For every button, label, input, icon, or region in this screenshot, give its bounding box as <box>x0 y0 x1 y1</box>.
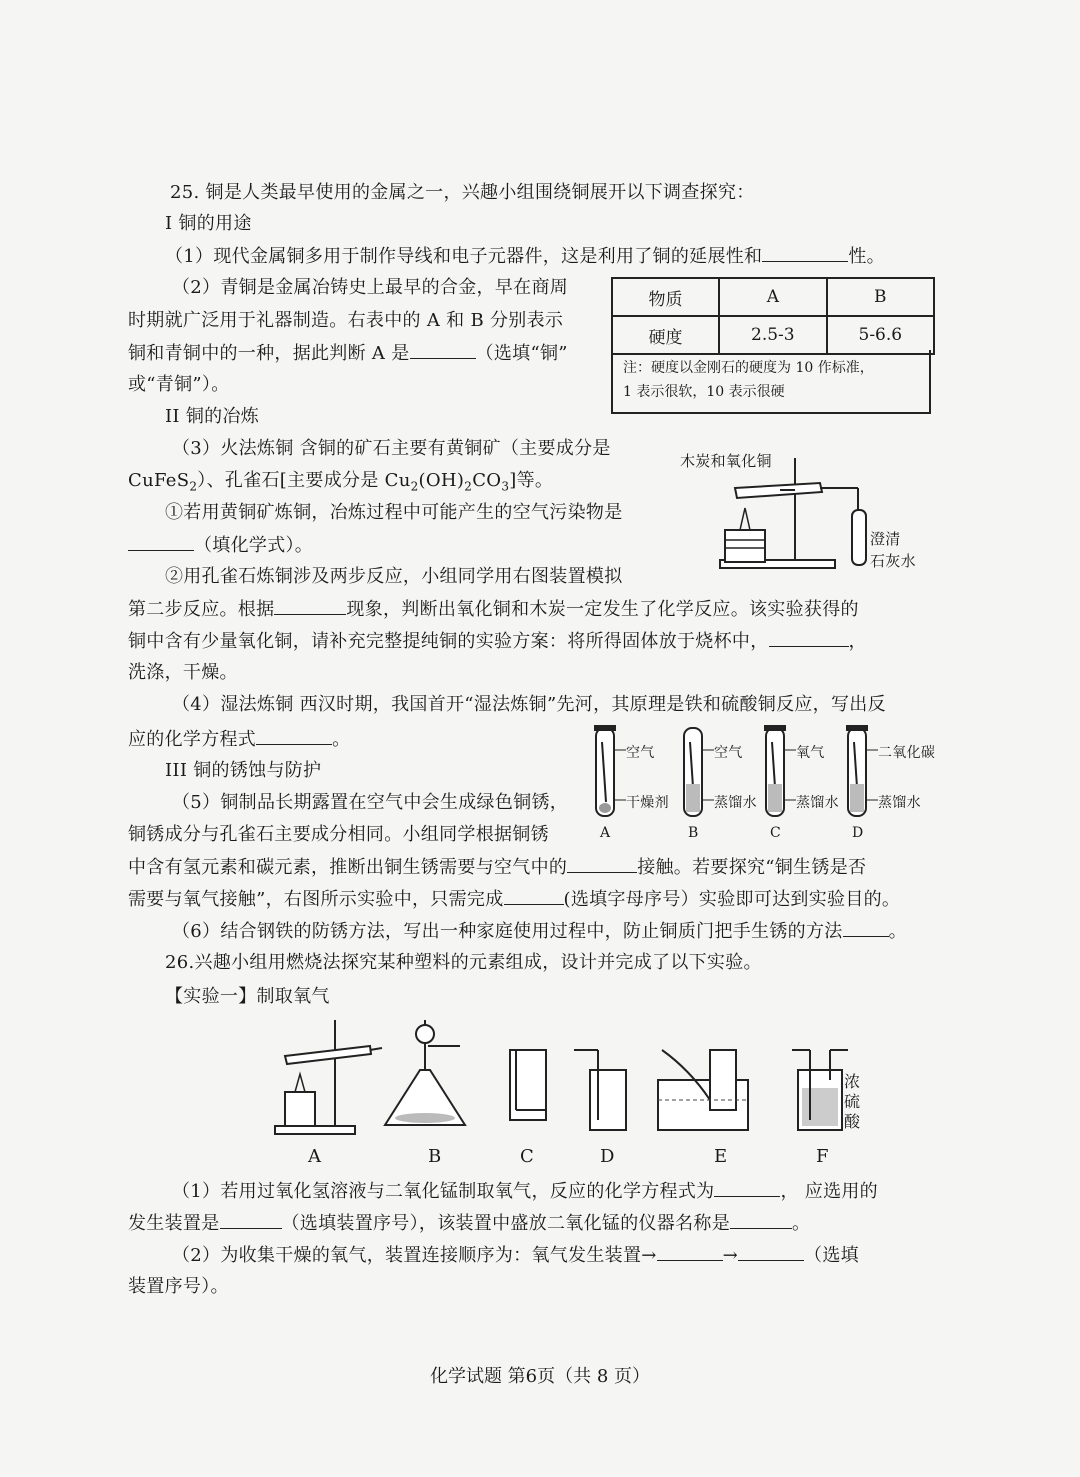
q25-part2-line2: 时期就广泛用于礼器制造。右表中的 A 和 B 分别表示 <box>128 310 564 331</box>
apparatus-b-label: B <box>428 1146 442 1167</box>
table-header-cell: 物质 <box>612 278 719 316</box>
q25-part2-line1: （2）青铜是金属冶铸史上最早的合金，早在商周 <box>172 277 569 298</box>
page-footer: 化学试题 第6页（共 8 页） <box>429 1366 651 1387</box>
table-cell: 2.5-3 <box>719 316 827 354</box>
figure-label: 澄清 <box>870 530 901 548</box>
tube-b-top-label: 空气 <box>714 745 743 761</box>
q25-part5-line3: 中含有氢元素和碳元素，推断出铜生锈需要与空气中的 接触。若要探究“铜生锈是否 <box>128 857 867 878</box>
q26-part1-line2: 发生装置是 （选填装置序号），该装置中盛放二氧化锰的仪器名称是 。 <box>128 1213 811 1234</box>
tube-a-top-label: 空气 <box>626 745 655 761</box>
q25-part4-line1: （4）湿法炼铜 西汉时期，我国首开“湿法炼铜”先河，其原理是铁和硫酸铜反应，写出反 <box>172 694 886 715</box>
test-tube-b <box>684 728 714 816</box>
q25-part3-c2d: 洗涤，干燥。 <box>128 662 238 683</box>
q25-part3-c1: ①若用黄铜矿炼铜，冶炼过程中可能产生的空气污染物是 <box>165 502 623 523</box>
section-heading-smelting: II 铜的冶炼 <box>165 406 260 427</box>
q25-part6: （6）结合钢铁的防锈方法，写出一种家庭使用过程中，防止铜质门把手生锈的方法 。 <box>172 921 907 942</box>
tube-d-bottom-label: 蒸馏水 <box>878 795 921 811</box>
answer-blank[interactable] <box>128 534 194 551</box>
q25-part4-line2: 应的化学方程式 。 <box>128 729 351 750</box>
q25-part1: （1）现代金属铜多用于制作导线和电子元器件，这是利用了铜的延展性和 性。 <box>165 246 885 267</box>
section-heading-corrosion: III 铜的锈蚀与防护 <box>165 760 322 781</box>
oxygen-apparatus-figure <box>270 1010 870 1170</box>
answer-blank[interactable] <box>762 245 848 262</box>
table-header-cell: A <box>719 278 827 316</box>
tube-c-top-label: 氧气 <box>796 745 825 761</box>
tube-a-bottom-label: 干燥剂 <box>626 795 669 811</box>
q25-part2-line3: 铜和青铜中的一种，据此判断 A 是 （选填“铜” <box>128 343 568 364</box>
q26-part2-line2: 装置序号）。 <box>128 1276 229 1297</box>
q26-part2-line1: （2）为收集干燥的氧气，装置连接顺序为：氧气发生装置→ → （选填 <box>172 1245 859 1266</box>
q25-part3-c2c: 铜中含有少量氧化铜，请补充完整提纯铜的实验方案：将所得固体放于烧杯中， ， <box>128 631 867 652</box>
section-heading-uses: I 铜的用途 <box>165 213 252 234</box>
tube-a-letter: A <box>600 825 611 841</box>
answer-blank[interactable] <box>843 920 889 937</box>
heating-apparatus-drawing <box>680 448 870 573</box>
q26-title: 26.兴趣小组用燃烧法探究某种塑料的元素组成，设计并完成了以下实验。 <box>165 952 762 973</box>
q26-part1-line1: （1）若用过氧化氢溶液与二氧化锰制取氧气，反应的化学方程式为 ， 应选用的 <box>172 1181 878 1202</box>
answer-blank[interactable] <box>738 1244 804 1261</box>
apparatus-e <box>658 1050 748 1130</box>
answer-blank[interactable] <box>714 1180 780 1197</box>
tube-d-letter: D <box>852 825 864 841</box>
apparatus-a-label: A <box>308 1146 322 1167</box>
tube-b-letter: B <box>688 825 699 841</box>
q25-part3-line1: （3）火法炼铜 含铜的矿石主要有黄铜矿（主要成分是 <box>172 438 611 459</box>
answer-blank[interactable] <box>220 1212 282 1229</box>
apparatus-f-reagent-label: 浓硫酸 <box>844 1072 861 1131</box>
q25-part3-c2b: 第二步反应。根据 现象，判断出氧化铜和木炭一定发生了化学反应。该实验获得的 <box>128 599 859 620</box>
answer-blank[interactable] <box>657 1244 723 1261</box>
answer-blank[interactable] <box>567 856 637 873</box>
apparatus-d-label: D <box>600 1146 615 1167</box>
q25-part5-line4: 需要与氧气接触”，右图所示实验中，只需完成 (选填字母序号）实验即可达到实验目的。 <box>128 889 901 910</box>
answer-blank[interactable] <box>256 728 332 745</box>
apparatus-drawing <box>270 1010 870 1170</box>
answer-blank[interactable] <box>410 342 476 359</box>
rust-test-tubes-figure <box>592 722 942 844</box>
apparatus-d <box>574 1050 626 1130</box>
apparatus-f <box>792 1050 848 1130</box>
table-cell: 5-6.6 <box>827 316 934 354</box>
q25-part5-line1: （5）铜制品长期露置在空气中会生成绿色铜锈， <box>172 792 569 813</box>
table-note: 注：硬度以金刚石的硬度为 10 作标准， 1 表示很软，10 表示很硬 <box>611 350 931 414</box>
apparatus-b <box>385 1020 465 1125</box>
answer-blank[interactable] <box>274 598 346 615</box>
q25-title: 25. 铜是人类最早使用的金属之一，兴趣小组围绕铜展开以下调查探究： <box>170 182 755 203</box>
answer-blank[interactable] <box>769 630 849 647</box>
q26-experiment1-heading: 【实验一】制取氧气 <box>165 986 330 1007</box>
q25-part3-line2: CuFeS$_2$）、孔雀石[主要成分是 $Cu_2(OH)_2CO_3$]等。 <box>128 470 554 494</box>
table-cell: 硬度 <box>612 316 719 354</box>
q25-part3-c1b: （填化学式）。 <box>128 534 313 557</box>
tube-d-top-label: 二氧化碳 <box>878 745 936 761</box>
apparatus-f-label: F <box>816 1146 829 1167</box>
apparatus-c <box>510 1050 546 1120</box>
test-tubes-drawing <box>592 722 942 844</box>
q25-part3-c2: ②用孔雀石炼铜涉及两步反应，小组同学用右图装置模拟 <box>165 566 623 587</box>
answer-blank[interactable] <box>730 1212 792 1229</box>
table-header-cell: B <box>827 278 934 316</box>
apparatus-e-label: E <box>714 1146 728 1167</box>
answer-blank[interactable] <box>504 888 564 905</box>
test-tube-c <box>764 725 796 816</box>
test-tube-d <box>846 725 878 816</box>
figure-label: 木炭和氧化铜 <box>680 452 772 470</box>
tube-b-bottom-label: 蒸馏水 <box>714 795 757 811</box>
tube-c-letter: C <box>770 825 782 841</box>
apparatus-a <box>275 1020 382 1134</box>
tube-c-bottom-label: 蒸馏水 <box>796 795 839 811</box>
figure-label: 石灰水 <box>870 552 916 570</box>
apparatus-c-label: C <box>520 1146 535 1167</box>
q25-part2-line4: 或“青铜”）。 <box>128 374 230 395</box>
test-tube-a <box>594 725 626 816</box>
hardness-table <box>611 277 935 355</box>
q25-part5-line2: 铜锈成分与孔雀石主要成分相同。小组同学根据铜锈 <box>128 824 549 845</box>
